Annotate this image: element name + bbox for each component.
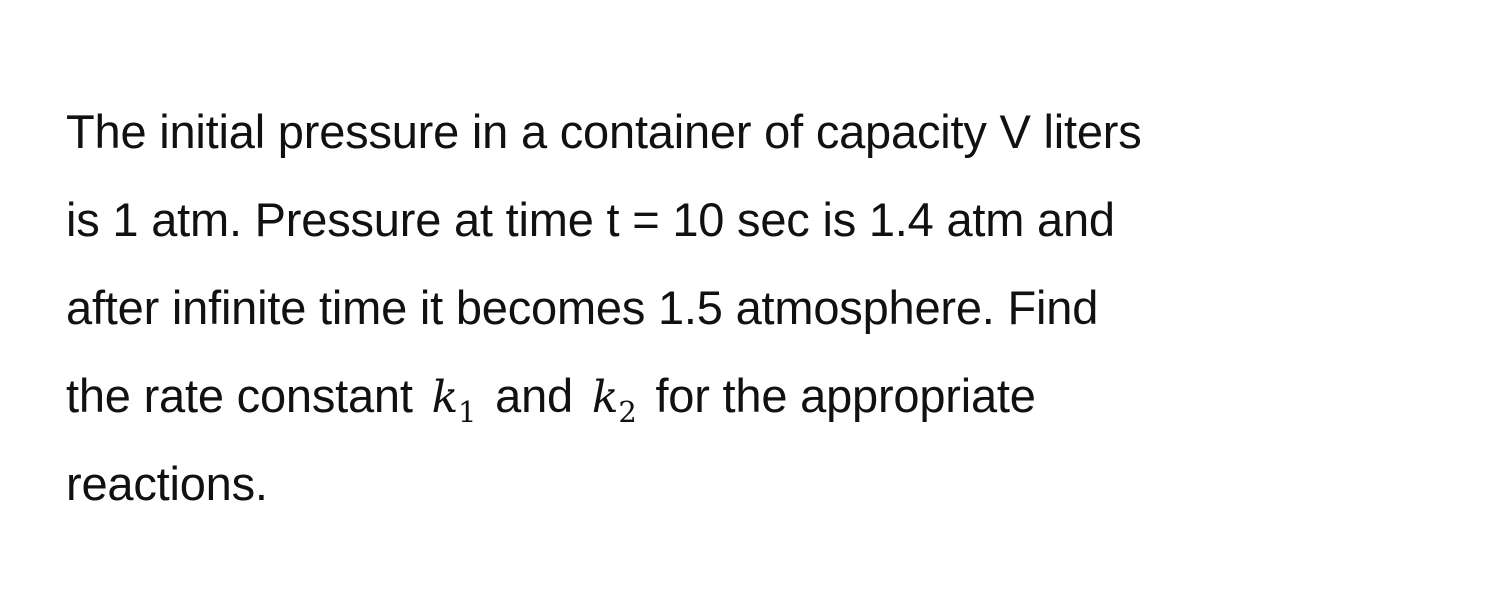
problem-line-4 [66,352,1466,440]
problem-line-5: reactions. [66,457,268,510]
problem-line-1: The initial pressure in a container of capacity V liters [66,105,1142,158]
problem-line-4-mid: and [495,369,573,422]
k1-base: k [431,372,459,423]
k1-subscript: 1 [458,395,477,429]
k2-symbol [591,372,637,429]
problem-line-4-after: for the appropriate [655,369,1036,422]
k1-symbol [431,372,477,429]
k2-base: k [591,372,619,423]
problem-line-4-before: the rate constant [66,369,413,422]
problem-statement [66,88,1466,528]
k2-subscript: 2 [618,395,637,429]
problem-line-2: is 1 atm. Pressure at time t = 10 sec is 1.4 atm and [66,193,1115,246]
problem-line-3: after infinite time it becomes 1.5 atmosphere. Find [66,281,1099,334]
